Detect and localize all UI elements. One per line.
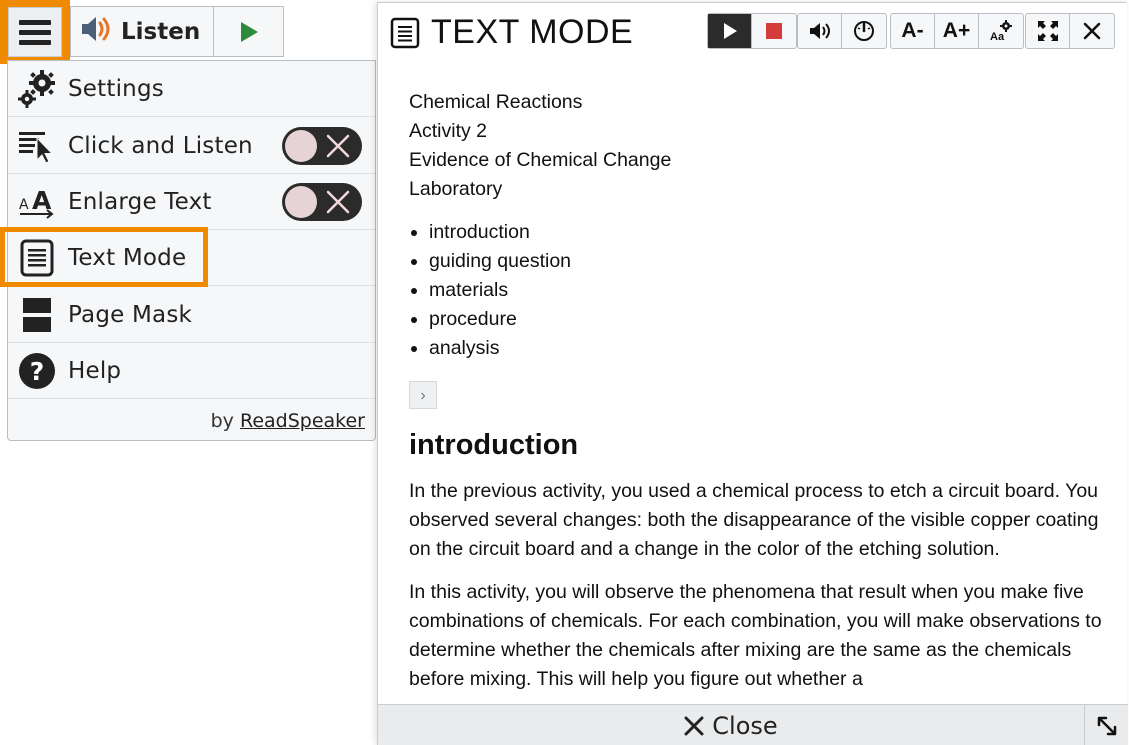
tm-stop-button[interactable] [752, 14, 796, 48]
page-mask-icon [17, 295, 57, 335]
paragraph: In the previous activity, you used a chemical process to etch a circuit board. You observed several changes: both the disappearance of the visible copper coating on the circuit board and a change in the color of the etching solution. [409, 480, 1099, 560]
header-line: Chemical Reactions [409, 91, 583, 113]
text-mode-icon [17, 238, 57, 278]
text-mode-content [409, 88, 1109, 694]
svg-text:?: ? [29, 356, 45, 386]
close-label: Close [712, 712, 778, 740]
menu-item-page-mask[interactable] [8, 287, 375, 343]
text-settings-icon [989, 19, 1013, 43]
menu-item-help[interactable] [8, 343, 375, 399]
svg-text:A: A [32, 185, 52, 215]
enlarge-text-toggle[interactable] [282, 183, 362, 221]
text-settings-button[interactable] [979, 14, 1023, 48]
text-mode-footer [378, 704, 1128, 745]
table-of-contents [409, 218, 1109, 363]
readspeaker-menu [7, 60, 376, 441]
click-and-listen-toggle[interactable] [282, 127, 362, 165]
menu-item-label: Help [68, 357, 122, 384]
font-larger-button[interactable]: A+ [935, 14, 979, 48]
toggle-knob [285, 130, 317, 162]
speaker-icon [79, 14, 113, 50]
play-button[interactable] [213, 6, 284, 57]
help-icon [17, 351, 57, 391]
fullscreen-icon [1037, 20, 1059, 42]
paragraph: In this activity, you will observe the phenomena that result when you make five combinations of chemicals. For each combination, you will make observations to determine whether the chemicals after mixing are the same as the chemicals before mixing. This will help you figure out whether a [409, 581, 1102, 690]
listen-label: Listen [121, 18, 201, 45]
close-icon [1083, 22, 1101, 40]
audio-controls [797, 13, 887, 49]
speed-button[interactable] [842, 14, 886, 48]
text-mode-panel [377, 2, 1127, 745]
menu-item-text-mode[interactable] [8, 230, 375, 286]
readspeaker-credit: by ReadSpeaker [210, 410, 365, 432]
menu-item-label: Settings [68, 75, 164, 102]
text-mode-header [378, 3, 1128, 63]
close-icon [324, 132, 352, 160]
toc-item[interactable]: • introduction [429, 218, 1109, 247]
menu-button[interactable] [0, 0, 70, 64]
menu-item-label: Enlarge Text [68, 188, 212, 215]
menu-item-label: Page Mask [68, 301, 193, 328]
menu-item-label: Click and Listen [68, 132, 253, 159]
text-mode-title: TEXT MODE [431, 13, 634, 51]
toc-item[interactable]: • procedure [429, 305, 1109, 334]
text-mode-icon [390, 17, 420, 53]
readspeaker-link[interactable]: ReadSpeaker [239, 410, 365, 432]
font-smaller-button[interactable]: A- [891, 14, 935, 48]
close-button[interactable] [378, 705, 1084, 745]
window-controls [1025, 13, 1115, 49]
speed-gauge-icon [853, 20, 875, 42]
expand-button[interactable] [409, 381, 437, 409]
chevron-right-icon: › [420, 386, 426, 404]
font-controls [890, 13, 1024, 49]
enlarge-text-icon [17, 182, 57, 222]
svg-text:Aa: Aa [990, 31, 1005, 43]
play-icon [239, 21, 259, 43]
resize-icon [1095, 714, 1119, 738]
menu-item-click-and-listen[interactable] [8, 118, 375, 174]
listen-button[interactable] [70, 6, 214, 57]
document-header [409, 88, 1109, 204]
fullscreen-button[interactable] [1026, 14, 1070, 48]
tm-play-button[interactable] [708, 14, 752, 48]
section-heading: introduction [409, 429, 579, 461]
hamburger-icon [8, 7, 62, 57]
gears-icon [17, 69, 57, 109]
close-icon [684, 716, 704, 736]
close-panel-button[interactable] [1070, 14, 1114, 48]
close-icon [324, 188, 352, 216]
play-icon [722, 22, 738, 40]
toc-item[interactable]: • analysis [429, 334, 1109, 363]
volume-button[interactable] [798, 14, 842, 48]
toggle-knob [285, 186, 317, 218]
toc-item[interactable]: • guiding question [429, 247, 1109, 276]
volume-icon [809, 21, 831, 41]
click-listen-icon [17, 126, 57, 166]
resize-button[interactable] [1084, 705, 1128, 745]
toc-item[interactable]: • materials [429, 276, 1109, 305]
playback-controls [707, 13, 797, 49]
header-line: Laboratory [409, 178, 503, 200]
header-line: Evidence of Chemical Change [409, 149, 672, 171]
svg-text:A: A [19, 196, 29, 213]
menu-item-label: Text Mode [68, 244, 187, 271]
menu-item-settings[interactable] [8, 61, 375, 117]
menu-item-enlarge-text[interactable] [8, 174, 375, 230]
stop-icon [766, 23, 782, 39]
header-line: Activity 2 [409, 120, 488, 142]
